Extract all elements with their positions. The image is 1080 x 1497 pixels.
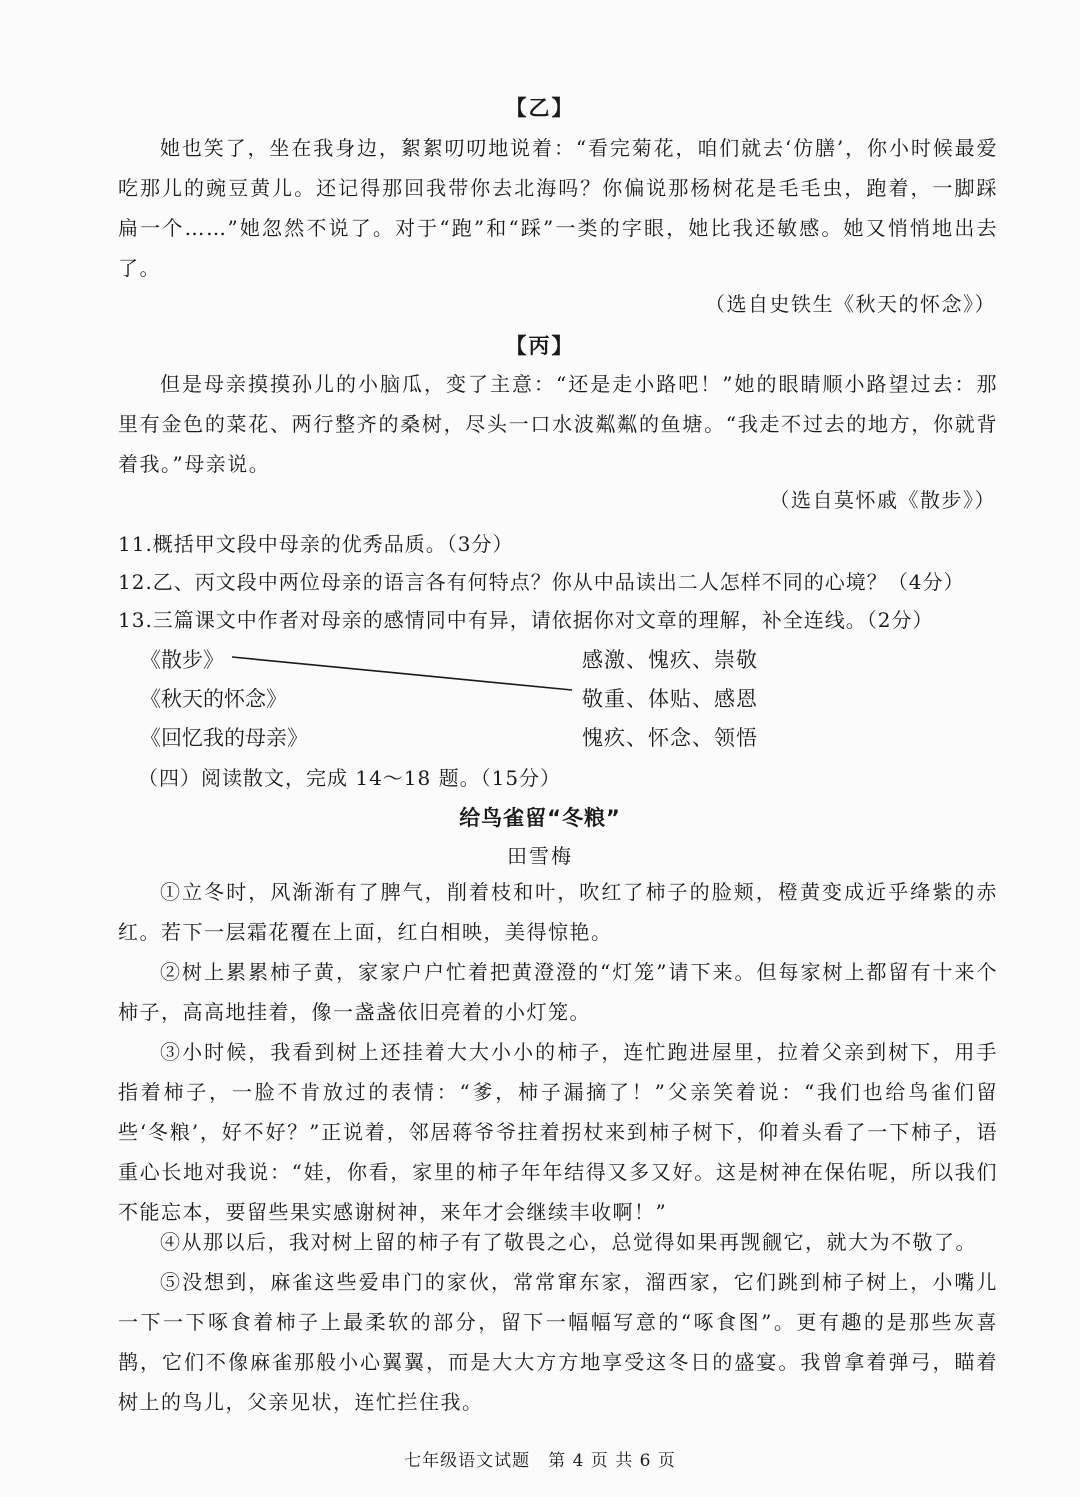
section-yi-text: 她也笑了，坐在我身边，絮絮叨叨地说着：“看完菊花，咱们就去‘仿膳’，你小时候最爱吃那儿的豌豆黄儿。还记得那回我带你去北海吗？你偏说那杨树花是毛毛虫，跑着，一脚踩扁一个……”她忽然不说了。对于“跑”和“踩”一类的字眼，她比我还敏感。她又悄悄地出去了。 — [118, 136, 998, 280]
section-bing-heading: 【丙】 — [505, 333, 575, 358]
essay-paragraph-2: ②树上累累柿子黄，家家户户忙着把黄澄澄的“灯笼”请下来。但每家树上都留有十来个柿子，高高地挂着，像一盏盏依旧亮着的小灯笼。 — [118, 960, 998, 1024]
essay-title: 给鸟雀留“冬粮” — [459, 806, 621, 830]
match-right-1: 感激、愧疚、崇敬 — [582, 648, 758, 672]
page-footer: 七年级语文试题 第 4 页 共 6 页 — [404, 1451, 676, 1471]
section-yi-source: （选自史铁生《秋天的怀念》） — [705, 292, 996, 316]
match-left-2: 《秋天的怀念》 — [140, 687, 287, 711]
match-right-3: 愧疚、怀念、领悟 — [582, 726, 758, 750]
section-bing-source: （选自莫怀戚《散步》） — [769, 488, 996, 512]
essay-paragraph-5: ⑤没想到，麻雀这些爱串门的家伙，常常窜东家，溜西家，它们跳到柿子树上，小嘴儿一下一下啄食着柿子上最柔软的部分，留下一幅幅写意的“啄食图”。更有趣的是那些灰喜鹊，它们不像麻雀那般小心翼翼，而是大大方方地享受这冬日的盛宴。我曾拿着弹弓，瞄着树上的鸟儿，父亲见状，连忙拦住我。 — [118, 1270, 998, 1414]
match-left-1: 《散步》 — [140, 648, 224, 672]
connector-sanbu-to-jingzhong — [232, 657, 572, 690]
question-12: 12.乙、丙文段中两位母亲的语言各有何特点？你从中品读出二人怎样不同的心境？（4分） — [118, 570, 965, 594]
essay-paragraph-3: ③小时候，我看到树上还挂着大大小小的柿子，连忙跑进屋里，拉着父亲到树下，用手指着柿子，一脸不肯放过的表情：“爹，柿子漏摘了！”父亲笑着说：“我们也给鸟雀们留些‘冬粮’，好不好？”正说着，邻居蒋爷爷拄着拐杖来到柿子树下，仰着头看了一下柿子，语重心长地对我说：“娃，你看，家里的柿子年年结得又多又好。这是树神在保佑呢，所以我们不能忘本，要留些果实感谢树神，来年才会继续丰收啊！” — [118, 1040, 998, 1224]
question-11: 11.概括甲文段中母亲的优秀品质。（3分） — [118, 532, 514, 556]
section-bing-text: 但是母亲摸摸孙儿的小脑瓜，变了主意：“还是走小路吧！”她的眼睛顺小路望过去：那里有金色的菜花、两行整齐的桑树，尽头一口水波粼粼的鱼塘。“我走不过去的地方，你就背着我。”母亲说。 — [118, 372, 998, 476]
part4-intro: （四）阅读散文，完成 14～18 题。（15分） — [138, 766, 562, 790]
match-left-3: 《回忆我的母亲》 — [140, 726, 308, 750]
essay-author: 田雪梅 — [507, 844, 573, 868]
section-yi-heading: 【乙】 — [505, 95, 575, 120]
question-13: 13.三篇课文中作者对母亲的感情同中有异，请依据你对文章的理解，补全连线。（2分） — [118, 608, 934, 632]
essay-paragraph-1: ①立冬时，风渐渐有了脾气，削着枝和叶，吹红了柿子的脸颊，橙黄变成近乎绛紫的赤红。若下一层霜花覆在上面，红白相映，美得惊艳。 — [118, 880, 998, 944]
match-right-2: 敬重、体贴、感恩 — [582, 687, 758, 711]
essay-paragraph-4: ④从那以后，我对树上留的柿子有了敬畏之心，总觉得如果再觊觎它，就大为不敬了。 — [160, 1230, 977, 1254]
